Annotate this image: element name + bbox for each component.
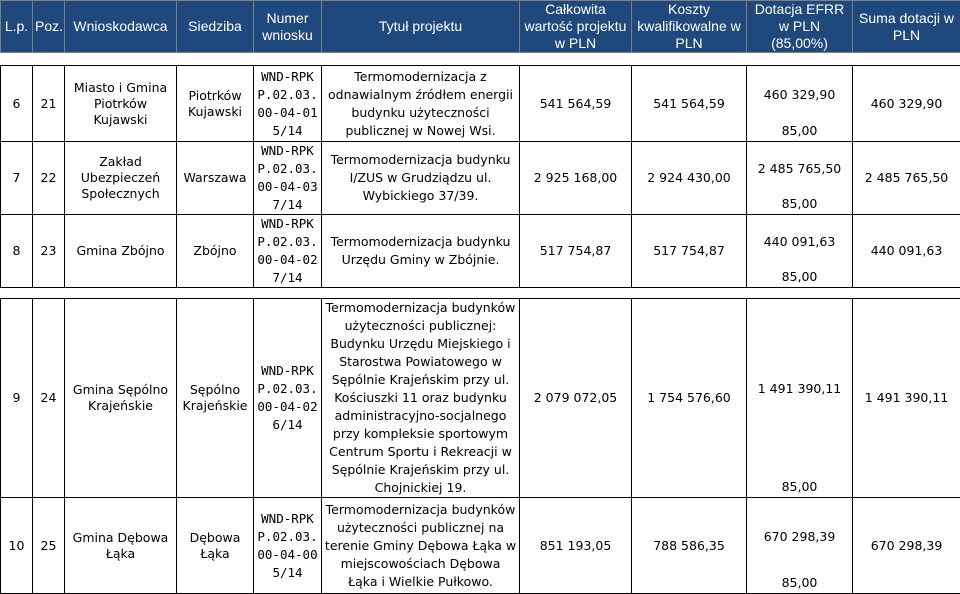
cell-title: Termomodernizacja budynku I/ZUS w Grudziądzu ul. Wybickiego 37/39. [322,142,520,215]
cell-total-value: 2 079 072,05 [520,299,632,498]
cell-title: Termomodernizacja budynków użyteczności publicznej: Budynku Urzędu Miejskiego i Starostwa Powiatowego w Sępólnie Krajeńskim przy ul. Kościuszki 11 oraz budynku administracyjno-socjalnego przy kompleksie sportowym Centrum Sportu i Rekreacji w Sępólnie Krajeńskim przy ul. Chojnickiej 19. [322,299,520,498]
header-lp: L.p. [1,1,33,53]
header-poz: Poz. [33,1,65,53]
cell-seat: Sępólno Krajeńskie [177,299,254,498]
efrr-amount: 1 491 390,11 [758,299,842,479]
cell-poz: 22 [33,142,65,215]
cell-poz: 21 [33,66,65,142]
efrr-percent: 85,00 [782,479,818,497]
cell-number: WND-RPKP.02.03.00-04-005/14 [254,498,322,594]
header-total-value: Całkowita wartość projektu w PLN [520,1,632,53]
cell-eligible-costs: 788 586,35 [632,498,747,594]
cell-seat: Dębowa Łąka [177,498,254,594]
efrr-percent: 85,00 [782,196,818,214]
cell-efrr [747,142,853,215]
header-row [1,1,960,53]
cell-lp: 6 [1,66,33,142]
efrr-amount: 2 485 765,50 [758,142,842,196]
cell-sum: 1 491 390,11 [853,299,960,498]
header-number: Numer wniosku [254,1,322,53]
table-row [1,299,960,498]
header-gap [1,53,960,66]
cell-eligible-costs: 541 564,59 [632,66,747,142]
header-sum: Suma dotacji w PLN [853,1,960,53]
cell-sum: 670 298,39 [853,498,960,594]
cell-applicant: Miasto i Gmina Piotrków Kujawski [65,66,177,142]
cell-applicant: Gmina Zbójno [65,215,177,288]
cell-efrr [747,215,853,288]
cell-number: WND-RPKP.02.03.00-04-037/14 [254,142,322,215]
cell-sum: 440 091,63 [853,215,960,288]
header-seat: Siedziba [177,1,254,53]
row-gap [1,288,960,299]
header-eligible-costs: Koszty kwalifikowalne w PLN [632,1,747,53]
efrr-percent: 85,00 [782,269,818,287]
efrr-percent: 85,00 [782,123,818,141]
cell-number: WND-RPKP.02.03.00-04-026/14 [254,299,322,498]
table-row [1,498,960,594]
cell-total-value: 541 564,59 [520,66,632,142]
cell-eligible-costs: 1 754 576,60 [632,299,747,498]
cell-sum: 460 329,90 [853,66,960,142]
cell-applicant: Zakład Ubezpieczeń Społecznych [65,142,177,215]
cell-efrr [747,299,853,498]
cell-seat: Zbójno [177,215,254,288]
cell-title: Termomodernizacja z odnawialnym źródłem energii budynku użyteczności publicznej w Nowej Wsi. [322,66,520,142]
cell-lp: 8 [1,215,33,288]
header-title: Tytuł projektu [322,1,520,53]
cell-applicant: Gmina Sępólno Krajeńskie [65,299,177,498]
cell-number: WND-RPKP.02.03.00-04-015/14 [254,66,322,142]
cell-lp: 10 [1,498,33,594]
cell-total-value: 2 925 168,00 [520,142,632,215]
cell-efrr [747,498,853,594]
cell-lp: 7 [1,142,33,215]
cell-poz: 23 [33,215,65,288]
header-applicant: Wnioskodawca [65,1,177,53]
cell-poz: 25 [33,498,65,594]
cell-sum: 2 485 765,50 [853,142,960,215]
cell-efrr [747,66,853,142]
cell-total-value: 851 193,05 [520,498,632,594]
cell-seat: Piotrków Kujawski [177,66,254,142]
cell-eligible-costs: 517 754,87 [632,215,747,288]
efrr-percent: 85,00 [782,575,818,593]
cell-poz: 24 [33,299,65,498]
cell-title: Termomodernizacja budynku Urzędu Gminy w Zbójnie. [322,215,520,288]
cell-number: WND-RPKP.02.03.00-04-027/14 [254,215,322,288]
table-row [1,66,960,142]
efrr-amount: 440 091,63 [764,215,836,269]
efrr-amount: 460 329,90 [764,66,836,123]
table-row [1,215,960,288]
efrr-amount: 670 298,39 [764,498,836,575]
cell-lp: 9 [1,299,33,498]
cell-total-value: 517 754,87 [520,215,632,288]
header-efrr: Dotacja EFRR w PLN (85,00%) [747,1,853,53]
table-row [1,142,960,215]
cell-title: Termomodernizacja budynków użyteczności publicznej na terenie Gminy Dębowa Łąka w miejscowościach Dębowa Łąka i Wielkie Pułkowo. [322,498,520,594]
cell-applicant: Gmina Dębowa Łąka [65,498,177,594]
cell-seat: Warszawa [177,142,254,215]
cell-eligible-costs: 2 924 430,00 [632,142,747,215]
